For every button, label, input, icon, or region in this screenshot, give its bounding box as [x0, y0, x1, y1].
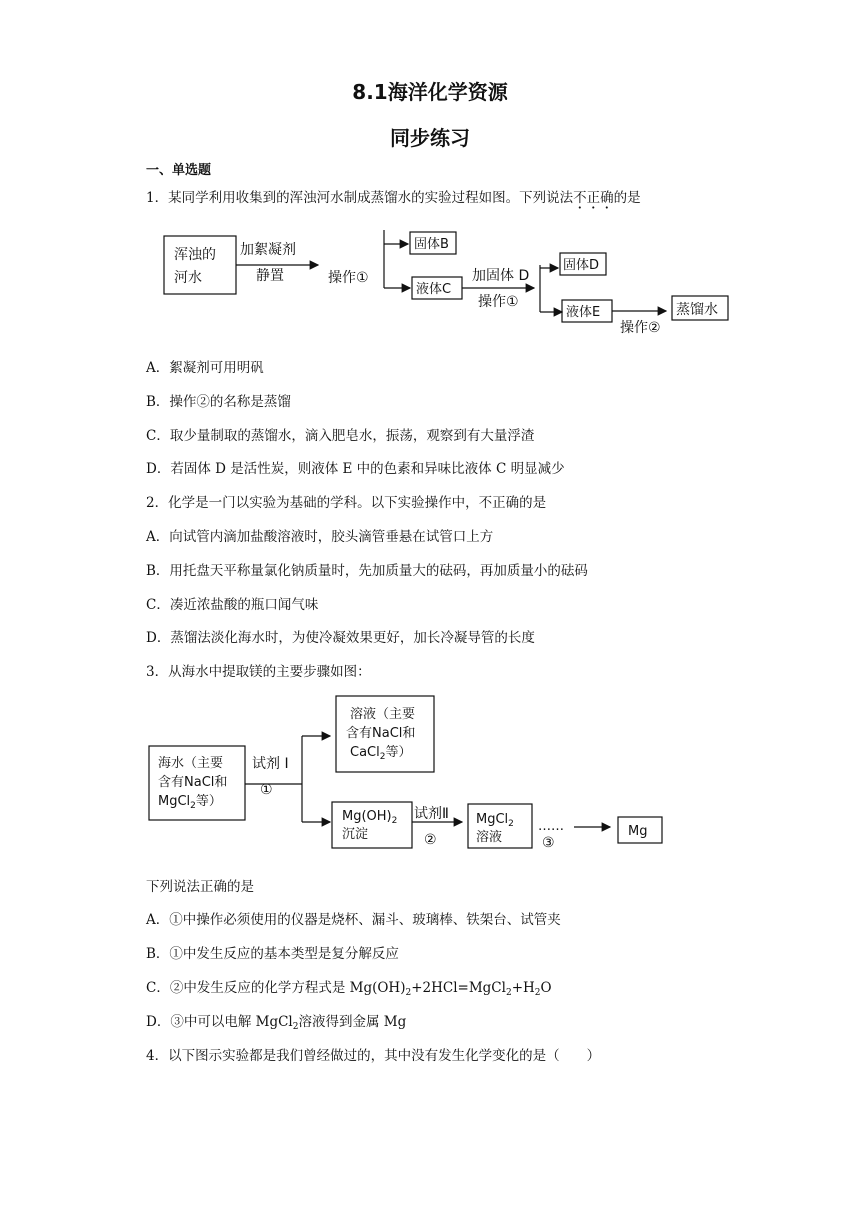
- sea-line2: 含有NaCl和: [158, 775, 228, 790]
- distilled-water: 蒸馏水: [676, 302, 718, 318]
- q3-option-c: [146, 976, 552, 998]
- mgoh2-line2: 沉淀: [342, 827, 369, 842]
- q1-option-b: B．操作②的名称是蒸馏: [146, 394, 291, 410]
- q3-option-a: A．①中操作必须使用的仪器是烧杯、漏斗、玻璃棒、铁架台、试管夹: [146, 912, 561, 928]
- emphasis-char: 不: [573, 190, 587, 206]
- liquid-e: 液体E: [566, 305, 601, 320]
- mgcl2-line2: 溶液: [476, 830, 503, 845]
- q4-stem: 4．以下图示实验都是我们曾经做过的，其中没有发生化学变化的是（ ）: [146, 1048, 601, 1064]
- op1-label: 操作①: [328, 270, 369, 286]
- q1-option-a: A．絮凝剂可用明矾: [146, 360, 264, 376]
- q1-option-c: C．取少量制取的蒸馏水，滴入肥皂水，振荡，观察到有大量浮渣: [146, 428, 535, 444]
- mgoh2-line1: $Mg(OH)_2$: [342, 809, 398, 826]
- add-d: 加固体 D: [472, 268, 530, 284]
- box-river-2: 河水: [174, 270, 202, 286]
- reagent1-label: 试剂 Ⅰ: [252, 756, 289, 772]
- q3-c-text: O: [540, 980, 552, 996]
- reagent2-label: 试剂Ⅱ: [414, 806, 449, 822]
- mg-label: Mg: [628, 824, 648, 839]
- q3-d-text: 溶液得到金属 Mg: [298, 1014, 407, 1030]
- subscript: 2: [292, 1022, 299, 1032]
- step1-bottom: 静置: [256, 268, 284, 284]
- subscript: 2: [405, 988, 412, 998]
- q2-option-d: D．蒸馏法淡化海水时，为使冷凝效果更好，加长冷凝导管的长度: [146, 630, 535, 646]
- page-subtitle: 同步练习: [390, 126, 470, 150]
- sea-line1: 海水（主要: [158, 756, 224, 771]
- mgcl2-line1: MgCl$_2$: [476, 812, 514, 829]
- section-heading: 一、单选题: [146, 163, 212, 178]
- q2-stem: 2．化学是一门以实验为基础的学科。以下实验操作中，不正确的是: [146, 495, 547, 511]
- q3-stem: 3．从海水中提取镁的主要步骤如图：: [146, 664, 371, 680]
- circle1-label: ①: [260, 782, 273, 798]
- solid-b: 固体B: [414, 237, 449, 252]
- subscript: 2: [505, 988, 512, 998]
- sol-line3: CaCl$_2$等）: [350, 745, 412, 762]
- box-river-1: 浑浊的: [174, 247, 216, 263]
- emphasis-char: 确: [600, 190, 614, 206]
- q3-option-d: [146, 1010, 406, 1032]
- q3-c-text: +2HCl=MgCl: [411, 980, 506, 996]
- page-title: 8.1海洋化学资源: [352, 80, 508, 104]
- q3-d-text: D．③中可以电解 MgCl: [146, 1014, 293, 1030]
- q1-option-d: D．若固体 D 是活性炭，则液体 E 中的色素和异味比液体 C 明显减少: [146, 461, 565, 477]
- q3-c-text: +H: [511, 980, 535, 996]
- q2-option-c: C．凑近浓盐酸的瓶口闻气味: [146, 597, 319, 613]
- q2-option-a: A．向试管内滴加盐酸溶液时，胶头滴管垂悬在试管口上方: [146, 529, 494, 545]
- q1-stem-tail: 的是: [613, 190, 641, 206]
- sol-line1: 溶液（主要: [350, 707, 416, 722]
- solid-d: 固体D: [563, 258, 600, 273]
- q1-stem: [146, 186, 641, 206]
- q2-option-b: B．用托盘天平称量氯化钠质量时，先加质量大的砝码，再加质量小的砝码: [146, 563, 588, 579]
- q3-option-b: B．①中发生反应的基本类型是复分解反应: [146, 946, 399, 962]
- q1-flow-diagram: [160, 222, 740, 342]
- op2-label: 操作②: [620, 320, 661, 336]
- sol-line2: 含有NaCl和: [346, 726, 416, 741]
- circle3-label: ③: [542, 835, 555, 851]
- step1-top: 加絮凝剂: [240, 242, 296, 258]
- liquid-c: 液体C: [416, 282, 452, 297]
- ellipsis-label: ……: [538, 819, 564, 834]
- circle2-label: ②: [424, 832, 437, 848]
- subscript: 2: [534, 988, 541, 998]
- emphasis-char: 正: [586, 190, 601, 206]
- op1b-label: 操作①: [478, 294, 519, 310]
- sea-line3: MgCl$_2$等）: [158, 794, 222, 811]
- q3-lead: 下列说法正确的是: [146, 879, 254, 895]
- q3-c-text: C．②中发生反应的化学方程式是 Mg(OH): [146, 980, 406, 996]
- q3-flow-diagram: [144, 692, 674, 856]
- q1-stem-text: 1．某同学利用收集到的浑浊河水制成蒸馏水的实验过程如图。下列说法: [146, 190, 574, 206]
